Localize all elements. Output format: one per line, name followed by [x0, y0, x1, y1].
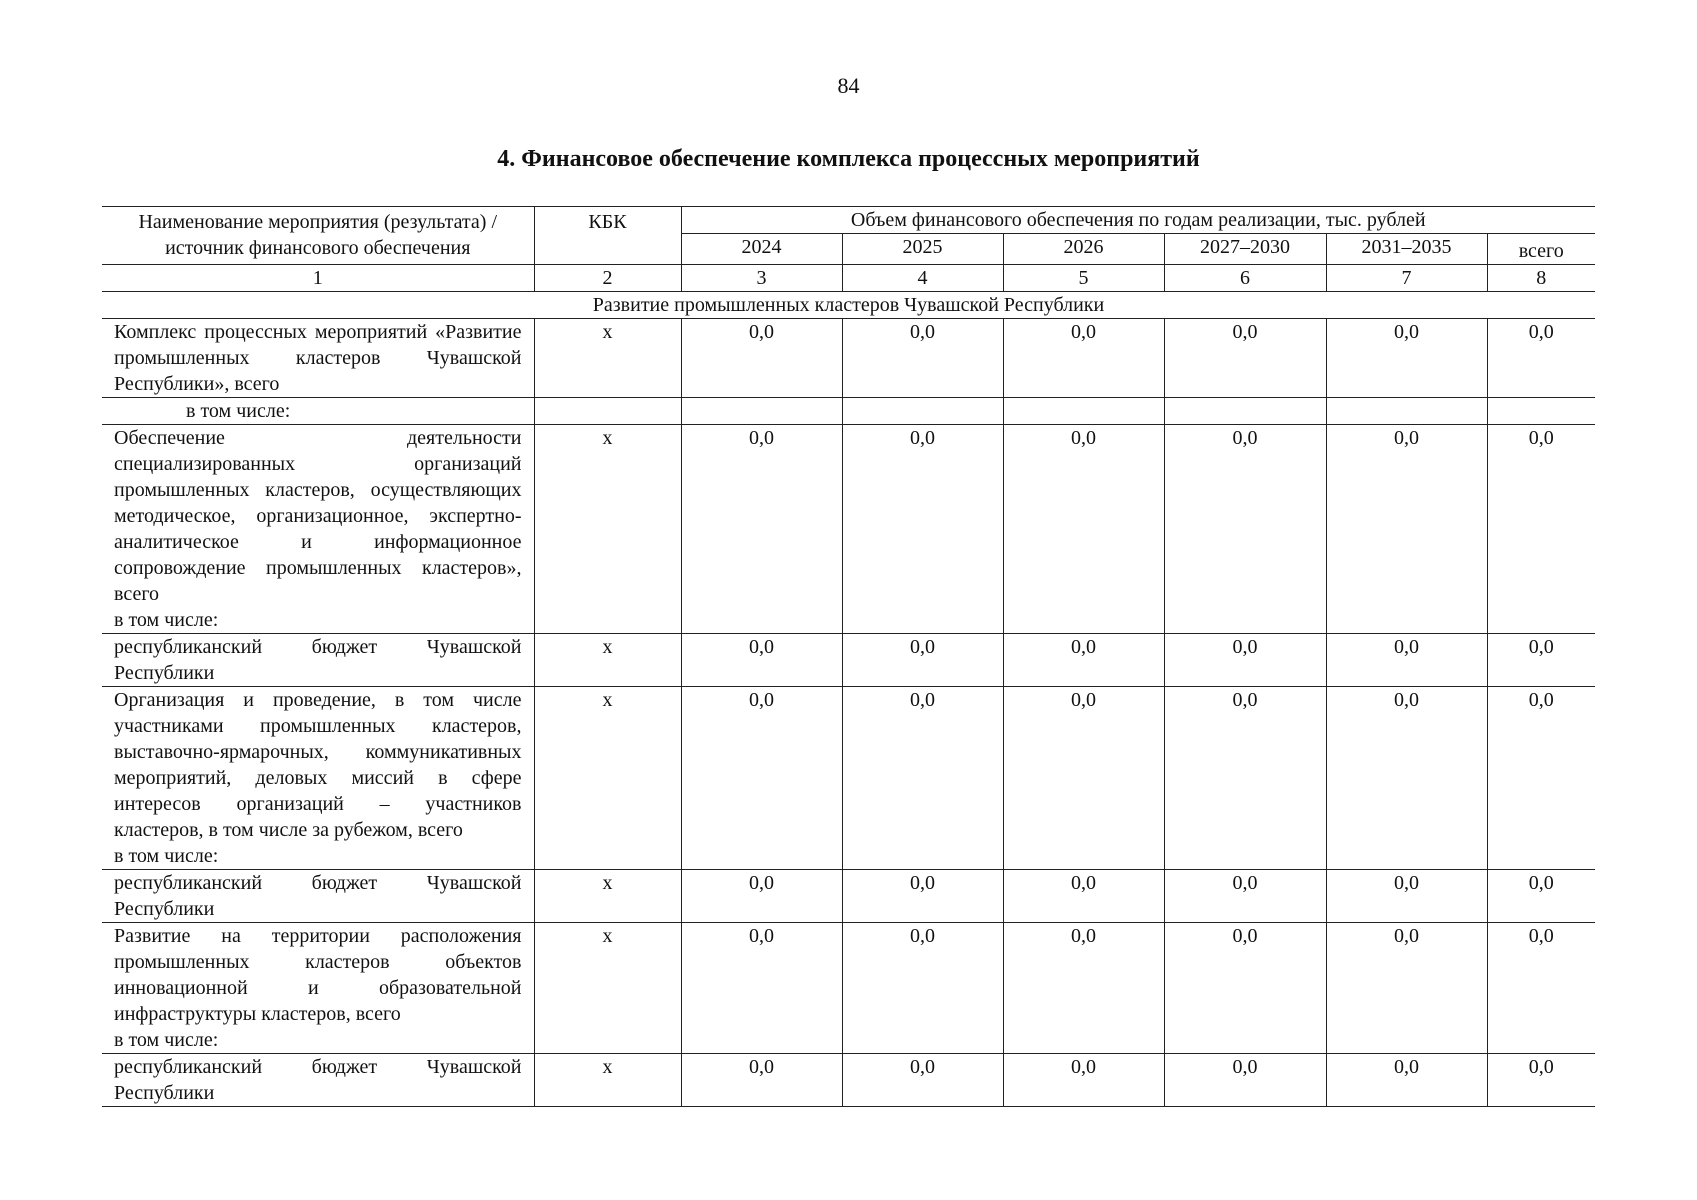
row-name: республиканский бюджет Чувашской Республики: [114, 1056, 522, 1104]
row-value: 0,0: [1164, 634, 1326, 687]
row-value: 0,0: [1164, 687, 1326, 870]
row-value: 0,0: [842, 1054, 1003, 1107]
row-value: [1326, 398, 1487, 425]
column-number: 7: [1326, 265, 1487, 292]
column-number: 1: [102, 265, 534, 292]
table-row: [102, 1054, 1595, 1107]
row-value: 0,0: [681, 1054, 842, 1107]
row-value: 0,0: [842, 687, 1003, 870]
row-name-tail: в том числе:: [114, 609, 219, 631]
header-year: 2025: [842, 234, 1003, 265]
header-name: Наименование мероприятия (результата) / источник финансового обеспечения: [102, 207, 534, 265]
page-number: 84: [837, 73, 860, 98]
header-year: 2027–2030: [1164, 234, 1326, 265]
table-row: [102, 923, 1595, 1054]
row-value: 0,0: [1487, 634, 1595, 687]
row-kbk: х: [534, 634, 681, 687]
row-value: 0,0: [1326, 1054, 1487, 1107]
row-value: [1003, 398, 1164, 425]
row-value: 0,0: [1003, 870, 1164, 923]
row-kbk: х: [534, 425, 681, 634]
row-value: [1487, 398, 1595, 425]
row-value: 0,0: [1003, 634, 1164, 687]
row-value: 0,0: [1487, 687, 1595, 870]
row-value: 0,0: [1003, 687, 1164, 870]
row-value: [681, 398, 842, 425]
row-name-cell: [102, 319, 534, 398]
row-name: республиканский бюджет Чувашской Республики: [114, 636, 522, 684]
row-value: 0,0: [1326, 425, 1487, 634]
row-value: 0,0: [842, 923, 1003, 1054]
table-header-row: [102, 207, 1595, 234]
column-number: 2: [534, 265, 681, 292]
row-value: 0,0: [842, 634, 1003, 687]
row-kbk: х: [534, 1054, 681, 1107]
row-kbk: х: [534, 870, 681, 923]
row-value: 0,0: [681, 425, 842, 634]
financing-table: [102, 206, 1595, 1107]
row-kbk: х: [534, 687, 681, 870]
section-heading: Развитие промышленных кластеров Чувашской Республики: [102, 292, 1595, 319]
row-value: 0,0: [681, 923, 842, 1054]
table-row: [102, 870, 1595, 923]
row-value: 0,0: [681, 634, 842, 687]
row-kbk: [534, 398, 681, 425]
row-value: [842, 398, 1003, 425]
row-value: 0,0: [1003, 923, 1164, 1054]
row-value: 0,0: [1164, 923, 1326, 1054]
row-name-cell: [102, 398, 534, 425]
section-row: [102, 292, 1595, 319]
column-number: 3: [681, 265, 842, 292]
column-number: 5: [1003, 265, 1164, 292]
table-row: [102, 319, 1595, 398]
row-value: 0,0: [1164, 319, 1326, 398]
row-name-cell: [102, 870, 534, 923]
table-row: [102, 634, 1595, 687]
row-value: [1164, 398, 1326, 425]
row-kbk: х: [534, 319, 681, 398]
row-value: 0,0: [1326, 870, 1487, 923]
row-value: 0,0: [1326, 687, 1487, 870]
row-name-cell: [102, 425, 534, 634]
row-value: 0,0: [1003, 1054, 1164, 1107]
column-number-row: [102, 265, 1595, 292]
row-value: 0,0: [1487, 319, 1595, 398]
column-number: 8: [1487, 265, 1595, 292]
row-value: 0,0: [1003, 425, 1164, 634]
row-name-cell: [102, 923, 534, 1054]
row-value: 0,0: [1164, 1054, 1326, 1107]
row-kbk: х: [534, 923, 681, 1054]
table-row: [102, 398, 1595, 425]
row-name-tail: в том числе:: [114, 845, 219, 867]
header-kbk: КБК: [534, 207, 681, 265]
row-name: республиканский бюджет Чувашской Республики: [114, 872, 522, 920]
row-name-cell: [102, 1054, 534, 1107]
row-name-cell: [102, 687, 534, 870]
row-value: 0,0: [1326, 634, 1487, 687]
row-value: 0,0: [681, 870, 842, 923]
column-number: 4: [842, 265, 1003, 292]
row-name: Организация и проведение, в том числе участниками промышленных кластеров, выставочно-ярмарочных, коммуникативных мероприятий, деловых миссий в сфере интересов организаций – участников кластеров, в том числе за рубежом, всего: [114, 689, 522, 841]
header-year: 2026: [1003, 234, 1164, 265]
row-name: в том числе:: [186, 400, 291, 422]
row-value: 0,0: [1487, 1054, 1595, 1107]
row-value: 0,0: [1003, 319, 1164, 398]
row-value: 0,0: [1487, 923, 1595, 1054]
row-value: 0,0: [842, 870, 1003, 923]
row-name: Развитие на территории расположения промышленных кластеров объектов инновационной и образовательной инфраструктуры кластеров, всего: [114, 925, 522, 1025]
row-value: 0,0: [842, 425, 1003, 634]
section-title: 4. Финансовое обеспечение комплекса процессных мероприятий: [497, 146, 1200, 172]
header-volume: Объем финансового обеспечения по годам реализации, тыс. рублей: [681, 207, 1595, 234]
row-name-tail: в том числе:: [114, 1029, 219, 1051]
row-value: 0,0: [1487, 425, 1595, 634]
header-year: всего: [1487, 234, 1595, 265]
row-value: 0,0: [1164, 870, 1326, 923]
table-row: [102, 687, 1595, 870]
row-value: 0,0: [1326, 923, 1487, 1054]
row-value: 0,0: [1164, 425, 1326, 634]
row-name: Обеспечение деятельности специализированных организаций промышленных кластеров, осуществляющих методическое, организационное, экспертно-аналитическое и информационное сопровождение промышленных кластеров», всего: [114, 427, 522, 605]
row-value: 0,0: [681, 687, 842, 870]
row-value: 0,0: [1487, 870, 1595, 923]
row-name: Комплекс процессных мероприятий «Развитие промышленных кластеров Чувашской Республики», всего: [114, 321, 522, 395]
header-year: 2024: [681, 234, 842, 265]
row-name-cell: [102, 634, 534, 687]
row-value: 0,0: [681, 319, 842, 398]
column-number: 6: [1164, 265, 1326, 292]
table-row: [102, 425, 1595, 634]
header-year: 2031–2035: [1326, 234, 1487, 265]
row-value: 0,0: [842, 319, 1003, 398]
row-value: 0,0: [1326, 319, 1487, 398]
